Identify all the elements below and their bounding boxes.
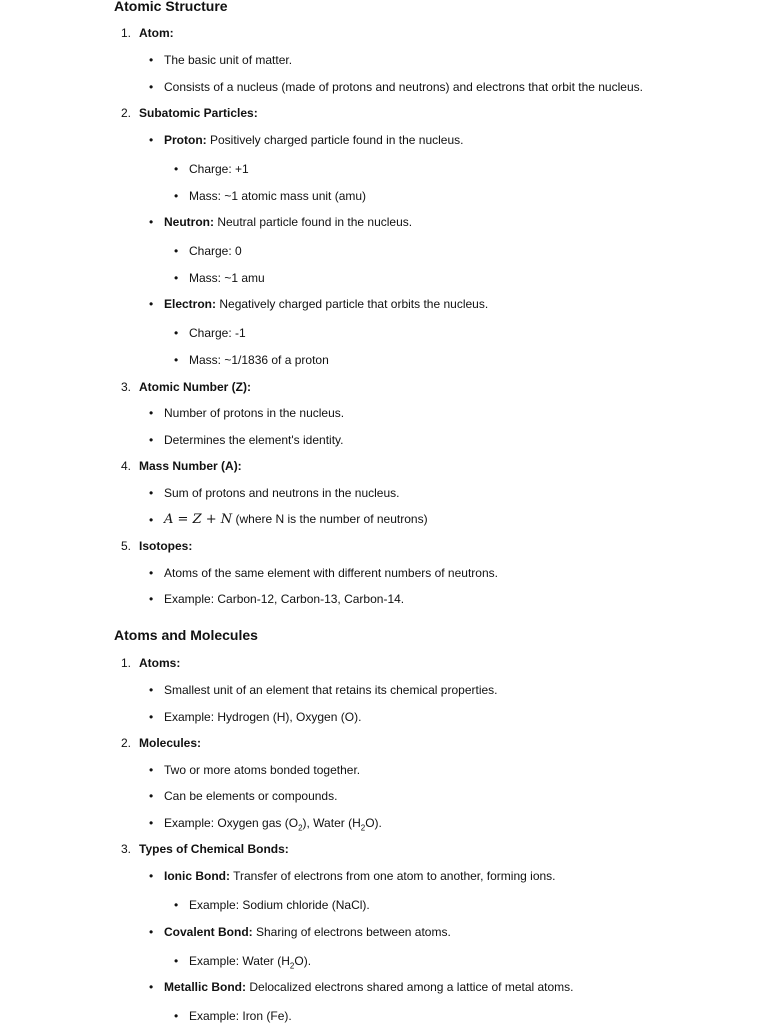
- list-item: Smallest unit of an element that retains its chemical properties.: [164, 683, 498, 697]
- formula-a: A: [164, 512, 174, 527]
- list-item: Example: Carbon-12, Carbon-13, Carbon-14.: [164, 592, 405, 606]
- proton-text: Positively charged particle found in the nucleus.: [206, 133, 464, 147]
- list-number: 2.: [120, 736, 131, 750]
- bullet-icon: •: [174, 244, 179, 258]
- item-title-mass-number: [139, 459, 242, 473]
- list-item-molecule-example: [164, 816, 382, 833]
- list-number: 1.: [120, 26, 131, 40]
- list-item: Charge: 0: [189, 244, 242, 258]
- ionic-text: Transfer of electrons from one atom to another, forming ions.: [230, 869, 556, 883]
- item-title-text: Mass Number (A):: [139, 459, 242, 473]
- electron-text: Negatively charged particle that orbits the nucleus.: [216, 297, 489, 311]
- list-item-neutron: [164, 215, 412, 229]
- electron-label: Electron:: [164, 297, 217, 311]
- item-title-subatomic: [139, 106, 258, 120]
- metallic-label: Metallic Bond:: [164, 980, 247, 994]
- list-number: 2.: [120, 106, 131, 120]
- list-item: Consists of a nucleus (made of protons and neutrons) and electrons that orbit the nucleus.: [164, 80, 643, 94]
- list-item: Example: Hydrogen (H), Oxygen (O).: [164, 710, 362, 724]
- proton-label: Proton:: [164, 133, 207, 147]
- bullet-icon: •: [149, 297, 154, 311]
- bullet-icon: •: [149, 433, 154, 447]
- covalent-label: Covalent Bond:: [164, 925, 253, 939]
- formula: [164, 512, 232, 527]
- list-item-proton: [164, 133, 463, 147]
- list-item: Mass: ~1/1836 of a proton: [189, 353, 329, 367]
- bullet-icon: •: [149, 53, 154, 67]
- bullet-icon: •: [174, 162, 179, 176]
- formula-z: Z: [192, 512, 202, 527]
- formula-n: N: [220, 512, 233, 527]
- item-title-atom: [139, 26, 174, 40]
- ionic-label: Ionic Bond:: [164, 869, 230, 883]
- list-item-metallic: [164, 980, 574, 994]
- formula-plus: +: [201, 512, 221, 527]
- formula-equals: =: [173, 512, 193, 527]
- list-item: Sum of protons and neutrons in the nucleus.: [164, 486, 400, 500]
- text: O).: [365, 816, 382, 830]
- text: Example: Water (H: [189, 954, 290, 968]
- bullet-icon: •: [174, 353, 179, 367]
- item-title-text: Subatomic Particles:: [139, 106, 258, 120]
- item-title-text: Atomic Number (Z):: [139, 380, 251, 394]
- list-item: Mass: ~1 atomic mass unit (amu): [189, 189, 367, 203]
- bullet-icon: •: [149, 683, 154, 697]
- list-item: Two or more atoms bonded together.: [164, 763, 361, 777]
- list-number: 3.: [120, 842, 131, 856]
- list-item: The basic unit of matter.: [164, 53, 293, 67]
- bullet-icon: •: [149, 406, 154, 420]
- text: O).: [294, 954, 312, 968]
- list-item: Charge: -1: [189, 326, 246, 340]
- list-item: Mass: ~1 amu: [189, 271, 265, 285]
- bullet-icon: •: [174, 954, 179, 968]
- covalent-text: Sharing of electrons between atoms.: [252, 925, 451, 939]
- bullet-icon: •: [149, 486, 154, 500]
- metallic-text: Delocalized electrons shared among a lattice of metal atoms.: [246, 980, 574, 994]
- heading-atomic-structure: Atomic Structure: [114, 0, 228, 14]
- item-title-isotopes: [139, 539, 192, 553]
- subscript: 2: [298, 823, 303, 833]
- bullet-icon: •: [174, 189, 179, 203]
- item-title-text: Types of Chemical Bonds:: [139, 842, 289, 856]
- item-title-text: Isotopes:: [139, 539, 193, 553]
- bullet-icon: •: [149, 869, 154, 883]
- list-item: Can be elements or compounds.: [164, 789, 338, 803]
- bullet-icon: •: [149, 710, 154, 724]
- list-item: Determines the element's identity.: [164, 433, 344, 447]
- list-item-covalent-example: [189, 954, 312, 971]
- bullet-icon: •: [149, 763, 154, 777]
- bullet-icon: •: [149, 789, 154, 803]
- subscript: 2: [360, 823, 366, 833]
- item-title-text: Atoms:: [139, 656, 181, 670]
- bullet-icon: •: [149, 513, 154, 527]
- bullet-icon: •: [174, 326, 179, 340]
- list-item-electron: [164, 297, 488, 311]
- list-item-formula: [164, 512, 428, 527]
- list-item: Example: Iron (Fe).: [189, 1009, 292, 1023]
- list-number: 4.: [120, 459, 131, 473]
- heading-atoms-molecules: Atoms and Molecules: [114, 627, 258, 643]
- list-number: 5.: [120, 539, 131, 553]
- bullet-icon: •: [149, 816, 154, 830]
- formula-note: (where N is the number of neutrons): [232, 512, 428, 526]
- bullet-icon: •: [174, 898, 179, 912]
- neutron-label: Neutron:: [164, 215, 214, 229]
- neutron-text: Neutral particle found in the nucleus.: [214, 215, 413, 229]
- item-title-text: Atom:: [139, 26, 174, 40]
- list-item: Atoms of the same element with different numbers of neutrons.: [164, 566, 498, 580]
- item-title-molecules: [139, 736, 201, 750]
- bullet-icon: •: [149, 133, 154, 147]
- item-title-atomic-number: [139, 380, 251, 394]
- list-item: Example: Sodium chloride (NaCl).: [189, 898, 370, 912]
- item-title-atoms: [139, 656, 180, 670]
- bullet-icon: •: [149, 566, 154, 580]
- list-item-ionic: [164, 869, 556, 883]
- bullet-icon: •: [149, 80, 154, 94]
- bullet-icon: •: [149, 980, 154, 994]
- item-title-text: Molecules:: [139, 736, 202, 750]
- item-title-chemical-bonds: [139, 842, 289, 856]
- bullet-icon: •: [149, 925, 154, 939]
- list-item: Charge: +1: [189, 162, 249, 176]
- list-number: 3.: [120, 380, 131, 394]
- subscript: 2: [289, 961, 295, 971]
- text: Example: Oxygen gas (O: [164, 816, 299, 830]
- bullet-icon: •: [174, 271, 179, 285]
- bullet-icon: •: [149, 592, 154, 606]
- list-item: Number of protons in the nucleus.: [164, 406, 345, 420]
- list-item-covalent: [164, 925, 451, 939]
- bullet-icon: •: [174, 1009, 179, 1023]
- text: ), Water (H: [302, 816, 361, 830]
- list-number: 1.: [120, 656, 131, 670]
- bullet-icon: •: [149, 215, 154, 229]
